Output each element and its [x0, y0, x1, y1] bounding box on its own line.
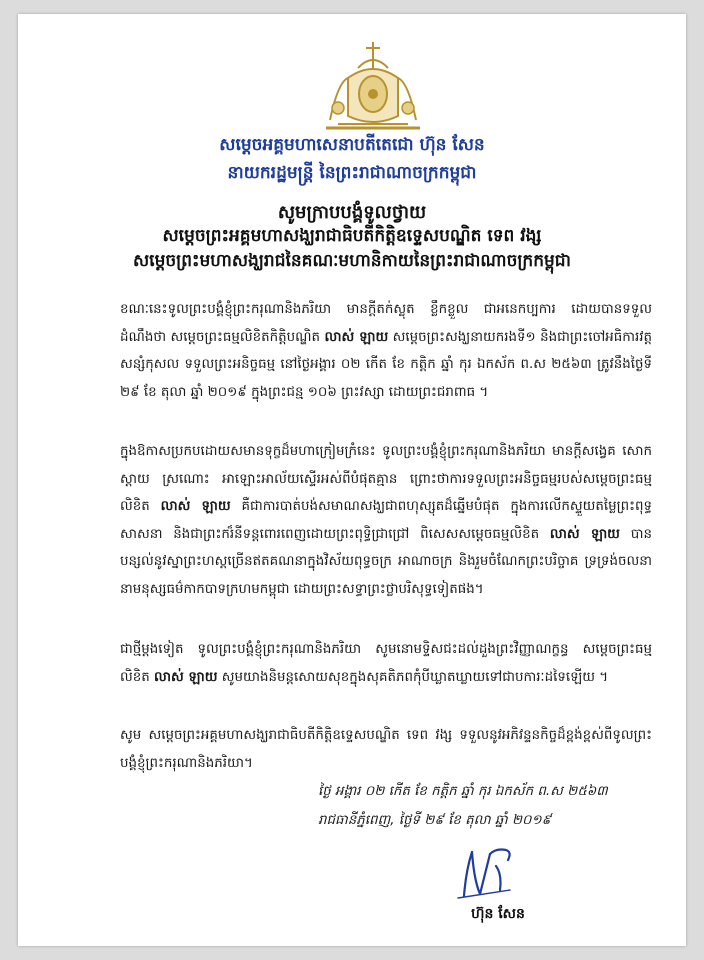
paragraph-4-text: សូម សម្តេចព្រះអគ្គមហាសង្ឃរាជាធិបតីកិត្តិឧទ្ទេសបណ្ឌិត ទេព វង្ស ទទួលនូវអភិវន្ទនកិច្ចដ៏ខ្ពង់ខ្ពស់ពីទូលព្រះបង្គំខ្ញុំព្រះករុណានិងភរិយា។ [120, 728, 652, 771]
deceased-name: លាស់ ឡាយ [160, 499, 231, 515]
condolence-letter [18, 14, 686, 946]
handwritten-signature [450, 840, 540, 904]
paragraph-2-rest: បានបន្សល់នូវស្នាព្រះហស្តច្រើនឥតគណនាក្នុងវិស័យពុទ្ធចក្រ អាណាចក្រ និងរួមចំណែកព្រះបរិច្ចាគ ទ្រទ្រង់ចលនានាមនុស្សធម៌កាកបាទក្រហមកម្ពុជា ដោយព្រះសទ្ធាព្រះថ្លាបរិសុទ្ធទៀតផង។ [120, 526, 652, 597]
paragraph-1-text: ខណៈនេះទូលព្រះបង្គំខ្ញុំព្រះករុណានិងភរិយា មានក្តីតក់ស្លុត ខ្លឹកខ្លួល ជាអនេកប្បការ ដោយបានទទួលដំណឹងថា សម្តេចព្រះធម្មលិខិតកិត្តិបណ្ឌិត [120, 302, 652, 345]
deceased-name: លាស់ ឡាយ [154, 669, 218, 685]
royal-coat-of-arms-emblem [318, 38, 428, 134]
sender-title: នាយករដ្ឋមន្ត្រី នៃព្រះរាជាណាចក្រកម្ពុជា [227, 163, 477, 183]
paragraph-3 [92, 636, 652, 691]
signer-name: ហ៊ុន សែន [471, 906, 525, 922]
paragraph-1-rest: សម្តេចព្រះសង្ឃនាយករងទី១ និងជាព្រះចៅអធិការវត្តសន្សំកុសល ទទួលព្រះអនិច្ចធម្ម នៅថ្ងៃអង្គារ ០២ កើត ខែ កត្តិក ឆ្នាំ កុរ ឯកស័ក ព.ស ២៥៦៣ ត្រូវនឹងថ្ងៃទី ២៩ ខែ តុលា ឆ្នាំ ២០១៩ ក្នុងព្រះជន្ម ១០៦ ព្រះវស្សា ដោយព្រះជរាពាធ ។ [120, 329, 652, 400]
paragraph-2 [92, 438, 652, 604]
letter-heading: សូមក្រាបបង្គំទូលថ្វាយ [277, 202, 427, 223]
place-and-date: រាជធានីភ្នំពេញ, ថ្ងៃទី ២៩ ខែ តុលា ឆ្នាំ ២០១៩ [318, 813, 552, 828]
deceased-name: លាស់ ឡាយ [549, 526, 620, 542]
paragraph-2-mid: គឺជាការបាត់បង់សមាណសង្ឃជាពហុស្សុតដ៏ឆ្នើមបំផុត ក្នុងការលើកស្ទួយតម្លៃព្រះពុទ្ធសាសនា និងជាព្រះករ៏នីទន្តពោរពេញដោយព្រះពុទ្ធិជ្រាជ្រៅ ពិសេសសម្តេចធម្មលិខិត [120, 499, 652, 542]
recipient-name: សម្តេចព្រះអគ្គមហាសង្ឃរាជាធិបតីកិត្តិឧទ្ទេសបណ្ឌិត ទេព វង្ស [162, 226, 542, 246]
paragraph-3-text: ជាថ្មីម្តងទៀត ទូលព្រះបង្គំខ្ញុំព្រះករុណានិងភរិយា សូមនោមទ្ទិសជះដល់ដួងព្រះវិញ្ញាណក្ខន្ធ សម្តេចព្រះធម្មលិខិត [120, 642, 652, 685]
recipient-title: សម្តេចព្រះមហាសង្ឃរាជនៃគណៈមហានិកាយនៃព្រះរាជាណាចក្រកម្ពុជា [133, 251, 571, 271]
sender-name: សម្តេចអគ្គមហាសេនាបតីតេជោ ហ៊ុន សែន [219, 135, 485, 155]
paragraph-3-rest: សូមយាងនិមន្តសោយសុខក្នុងសុគតិភពកុំបីឃ្លាតឃ្លាយទៅជាបការៈដទៃឡើយ ។ [217, 669, 609, 685]
paragraph-2-text: ក្នុងឱកាសប្រកបដោយសមានទុក្ខដ៏មហាក្រៀមក្រំនេះ ទូលព្រះបង្គំខ្ញុំព្រះករុណានិងភរិយា មានក្តីសង្វេគ សោកស្តាយ ស្រណោះ អាឡោះអាល័យស្ទើរអស់ពីបំផុតគ្មាន ព្រោះថាការទទួលព្រះអនិច្ចធម្មរបស់សម្តេចព្រះធម្មលិខិត [120, 444, 652, 515]
paragraph-1 [92, 296, 652, 406]
lunar-date: ថ្ងៃ អង្គារ ០២ កើត ខែ កត្តិក ឆ្នាំ កុរ ឯកស័ក ព.ស ២៥៦៣ [318, 784, 608, 799]
deceased-name: លាស់ ឡាយ [324, 329, 389, 345]
paragraph-4 [92, 722, 652, 777]
